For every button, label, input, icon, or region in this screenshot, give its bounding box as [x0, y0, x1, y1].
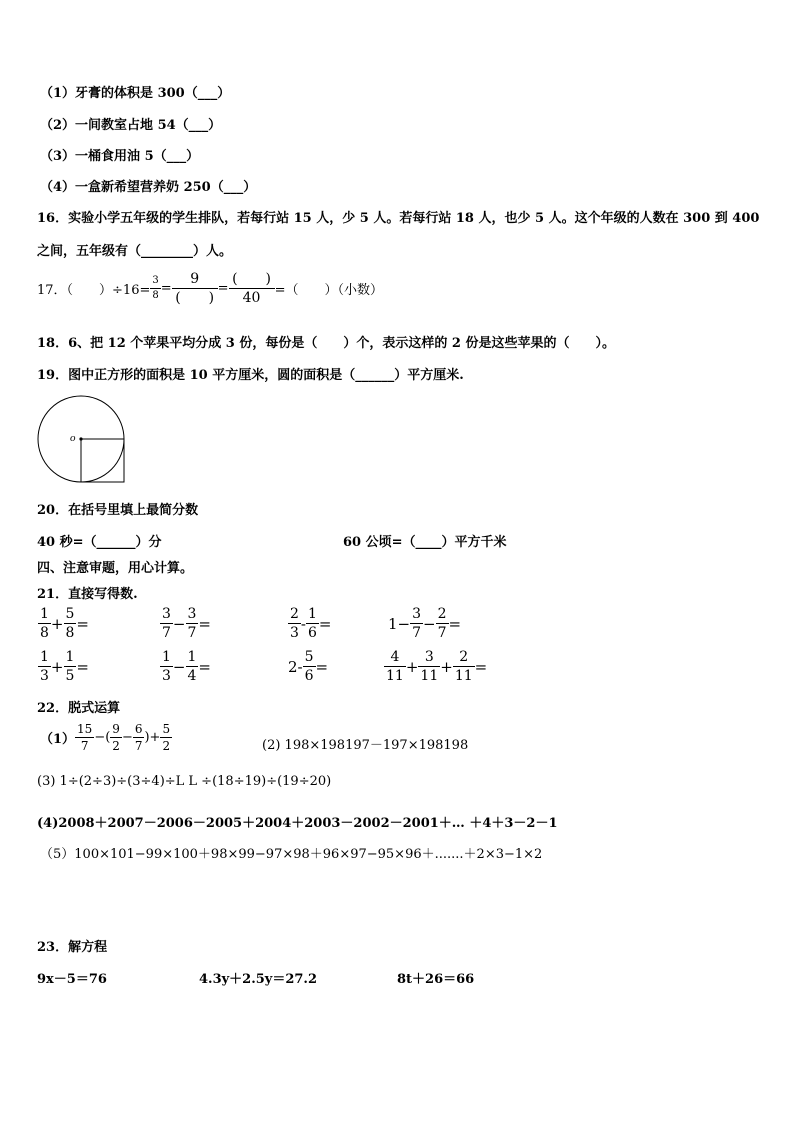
numerator: 2: [290, 606, 299, 622]
q17-f2-numerator: 9: [172, 272, 218, 289]
prefix: 1−: [388, 614, 411, 633]
q21-r1-c2: [160, 607, 211, 640]
numerator: 1: [308, 606, 317, 622]
numerator: 5: [304, 649, 314, 665]
q15-item-4: （4）一盒新希望营养奶 250（___）: [40, 180, 257, 195]
operator: -: [300, 614, 306, 633]
q23-equation-3: 8t＋26＝66: [397, 972, 475, 987]
fraction: [418, 650, 440, 683]
numerator: 1: [40, 649, 49, 665]
q17-f3-denominator: 40: [242, 290, 261, 306]
fraction: [186, 650, 199, 683]
denominator: 4: [187, 668, 197, 684]
equals: =: [474, 657, 488, 676]
denominator: 3: [162, 668, 171, 684]
fraction: [75, 723, 94, 752]
numerator: 1: [162, 649, 171, 665]
q17-f1-denominator: 8: [152, 290, 159, 301]
q21-r2-c1: [38, 650, 89, 683]
q18: 18．6、把 12 个苹果平均分成 3 份，每份是（ ）个，表示这样的 2 份是这些苹果的（ ）。: [37, 336, 615, 351]
q23-equation-2: 4.3y＋2.5y＝27.2: [199, 972, 318, 987]
numerator: 1: [40, 606, 49, 622]
denominator: 7: [412, 625, 422, 641]
fraction: [110, 723, 122, 752]
denominator: 5: [65, 668, 75, 684]
denominator: 11: [420, 668, 439, 684]
equals: =: [448, 614, 462, 633]
q20-right: 60 公顷=（____）平方千米: [343, 535, 507, 550]
center-label: o: [70, 432, 76, 444]
fraction: [288, 607, 301, 640]
q22-title: 22．脱式运算: [37, 701, 121, 716]
q17-end: =（ ）（小数）: [274, 283, 383, 298]
numerator: 3: [187, 606, 197, 622]
q22-problem-2: (2) 198×198197－197×198198: [262, 738, 469, 753]
q21-r1-c1: [38, 607, 89, 640]
operator: −: [121, 730, 133, 745]
fraction: [38, 607, 51, 640]
denominator: 3: [290, 625, 299, 641]
q17-fraction-2: [172, 272, 218, 305]
fraction: [160, 650, 173, 683]
numerator: 2: [453, 650, 475, 667]
q23-title: 23．解方程: [37, 940, 108, 955]
section-4-heading: 四、注意审题，用心计算。: [37, 561, 194, 576]
q21-r1-c3: [288, 607, 332, 640]
operator: +: [50, 657, 64, 676]
numerator: 2: [437, 606, 447, 622]
numerator: 9: [112, 722, 120, 736]
operator: )+: [144, 730, 161, 745]
q20-left: 40 秒=（______）分: [37, 535, 162, 550]
operator: +: [50, 614, 64, 633]
q15-item-3: （3）一桶食用油 5（___）: [40, 149, 200, 164]
denominator: 7: [162, 625, 171, 641]
numerator: 3: [412, 606, 422, 622]
operator: −: [423, 614, 436, 633]
q22-problem-3: (3) 1÷(2÷3)÷(3÷4)÷L L ÷(18÷19)÷(19÷20): [37, 774, 332, 789]
center-point: [79, 437, 82, 440]
denominator: 2: [112, 739, 120, 753]
numerator: 5: [162, 722, 171, 736]
q21-title: 21．直接写得数.: [37, 587, 138, 602]
denominator: 11: [454, 668, 473, 684]
q17-f2-denominator: ( ): [175, 290, 215, 306]
numerator: 3: [418, 650, 440, 667]
fraction: [436, 607, 449, 640]
denominator: 7: [80, 739, 89, 753]
q15-item-2: （2）一间教室占地 54（___）: [40, 118, 222, 133]
q16-line-1: 16．实验小学五年级的学生排队，若每行站 15 人，少 5 人。若每行站 18 人，也少 5 人。这个年级的人数在 300 到 400: [37, 211, 760, 226]
fraction: [133, 723, 145, 752]
q19-text: 19．图中正方形的面积是 10 平方厘米，圆的面积是（______）平方厘米.: [37, 368, 464, 383]
denominator: 6: [308, 625, 317, 641]
fraction: [38, 650, 51, 683]
fraction: [160, 723, 172, 752]
operator: +: [440, 657, 453, 676]
equals: =: [315, 657, 329, 676]
numerator: 4: [384, 650, 406, 667]
fraction: [64, 650, 77, 683]
q17-f3-numerator: ( ): [229, 272, 275, 289]
denominator: 7: [187, 625, 197, 641]
q22-problem-1: [40, 723, 172, 752]
numerator: 1: [65, 649, 75, 665]
q17: [37, 272, 383, 305]
operator: −(: [94, 730, 111, 745]
fraction: [453, 650, 475, 683]
denominator: 6: [304, 668, 314, 684]
q17-f1-numerator: 3: [150, 276, 160, 289]
operator: +: [405, 657, 419, 676]
denominator: 7: [437, 625, 447, 641]
q20-title: 20．在括号里填上最简分数: [37, 503, 199, 518]
q21-r2-c4: [384, 650, 487, 683]
equals: =: [318, 614, 332, 633]
numerator: 15: [77, 722, 93, 736]
q22-problem-4: (4)2008＋2007－2006－2005＋2004＋2003－2002－2001＋… ＋4＋3－2－1: [37, 816, 558, 831]
operator: −: [172, 614, 186, 633]
q23-equation-1: 9x－5＝76: [37, 972, 107, 987]
q21-r1-c4: [388, 607, 461, 640]
square-shape: [81, 439, 124, 482]
fraction: [384, 650, 406, 683]
prefix: 2-: [288, 657, 303, 676]
q17-start: 17．（ ）÷16=: [37, 283, 151, 298]
denominator: 8: [65, 625, 75, 641]
operator: −: [172, 657, 186, 676]
numerator: 1: [187, 649, 197, 665]
q17-equals-2: =: [217, 281, 229, 296]
q22-p1-label: （1）: [40, 732, 76, 747]
q17-equals-1: =: [160, 281, 172, 296]
q21-r2-c2: [160, 650, 211, 683]
denominator: 2: [162, 739, 171, 753]
denominator: 8: [40, 625, 49, 641]
fraction: [186, 607, 199, 640]
denominator: 7: [134, 739, 143, 753]
equals: =: [76, 657, 89, 676]
equals: =: [76, 614, 89, 633]
circle-square-figure: [36, 394, 128, 486]
numerator: 5: [65, 606, 75, 622]
q17-fraction-1: [150, 276, 160, 301]
fraction: [160, 607, 173, 640]
q21-r2-c3: [288, 650, 328, 683]
fraction: [410, 607, 423, 640]
fraction: [306, 607, 319, 640]
equals: =: [198, 657, 211, 676]
denominator: 11: [386, 668, 404, 684]
q16-line-2: 之间，五年级有（________）人。: [37, 244, 233, 259]
numerator: 3: [162, 606, 171, 622]
denominator: 3: [40, 668, 49, 684]
equals: =: [198, 614, 211, 633]
q15-item-1: （1）牙膏的体积是 300（___）: [40, 86, 231, 101]
numerator: 6: [134, 722, 143, 736]
q17-fraction-3: [229, 272, 275, 305]
fraction: [64, 607, 77, 640]
q22-problem-5: （5）100×101−99×100＋98×99−97×98＋96×97−95×96＋.......＋2×3−1×2: [40, 847, 543, 862]
fraction: [303, 650, 316, 683]
